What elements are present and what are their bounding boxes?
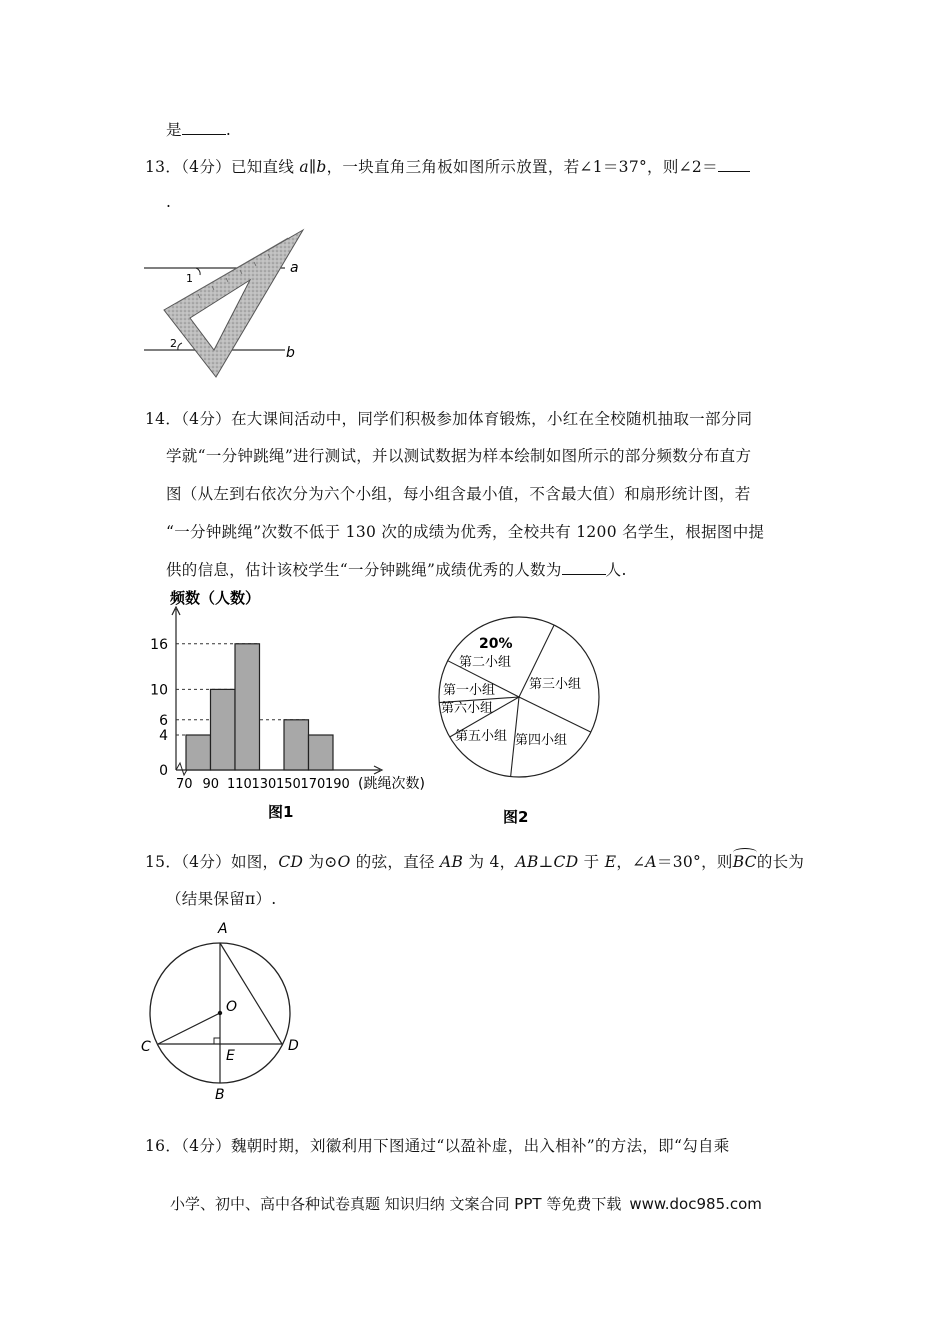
hist-x-tick: 110 (227, 777, 252, 792)
q14-line-2: 学就“一分钟跳绳”进行测试，并以测试数据为样本绘制如图所示的部分频数分布直方 (166, 447, 752, 465)
q14-line-5: 供的信息，估计该校学生“一分钟跳绳”成绩优秀的人数为 人. (166, 561, 627, 579)
pie-label-group5: 第五小组 (455, 729, 508, 744)
label-2: 2 (170, 337, 177, 350)
arc-bc: BC (732, 853, 757, 871)
segment-oc (158, 1013, 220, 1044)
histogram-figure-1 (140, 585, 440, 825)
hist-x-tick: 150 (276, 777, 301, 792)
answer-blank (182, 120, 226, 135)
hist-x-tick: 90 (202, 777, 220, 792)
hist-bar (186, 735, 211, 770)
label-b: b (286, 345, 295, 361)
label-C: C (141, 1039, 151, 1055)
pie-caption: 图2 (503, 808, 529, 826)
hist-y-tick: 6 (159, 712, 168, 729)
hist-x-tick: 190 (325, 777, 350, 792)
hist-x-tick: 130 (251, 777, 277, 792)
q15-stem: 15．（4分）如图，CD 为⊙O 的弦，直径 AB 为 4，AB⊥CD 于 E，∠A＝30°，则BC的长为 (145, 853, 805, 871)
hist-xlabel: (跳绳次数) (358, 776, 425, 792)
footer-text: 小学、初中、高中各种试卷真题 知识归纳 文案合同 PPT 等免费下载 (170, 1195, 622, 1213)
label-1: 1 (186, 272, 193, 285)
label-E: E (226, 1048, 235, 1064)
q13-stem: 13．（4分）已知直线 a∥b，一块直角三角板如图所示放置，若∠1＝37°，则∠2＝ (145, 157, 750, 177)
hist-y-tick: 4 (159, 728, 168, 744)
right-angle-mark (214, 1038, 220, 1044)
footer (170, 1193, 762, 1214)
label-A: A (218, 921, 228, 937)
answer-blank (718, 157, 750, 172)
triangle-ruler (164, 230, 303, 377)
hist-x-tick: 170 (300, 777, 326, 792)
pie-label-group6: 第六小组 (441, 701, 494, 716)
pie-figure-2 (435, 612, 605, 827)
q14-line-1: 14．（4分）在大课间活动中，同学们积极参加体育锻炼，小红在全校随机抽取一部分同 (145, 410, 753, 428)
q14-line-4: “一分钟跳绳”次数不低于 130 次的成绩为优秀，全校共有 1200 名学生，根据图中提 (166, 523, 765, 541)
segment-ad (220, 943, 282, 1044)
hist-y-tick: 10 (150, 682, 168, 699)
pie-percent-group2: 20% (479, 636, 513, 652)
pie-label-group3: 第三小组 (529, 677, 582, 692)
q13-end: . (166, 193, 172, 211)
label-a: a (290, 260, 299, 276)
hist-bar (211, 689, 236, 770)
hist-y-tick: 0 (159, 763, 168, 779)
angle-1-arc (196, 268, 200, 275)
center-dot (218, 1011, 222, 1015)
q13-figure (140, 222, 310, 382)
q15-line-2: （结果保留π）. (166, 890, 277, 908)
hist-bar (284, 720, 309, 770)
pie-label-group1: 第一小组 (443, 683, 496, 698)
hist-bar (309, 735, 334, 770)
pie-label-group2: 第二小组 (459, 655, 512, 670)
q15-circle-figure (138, 916, 318, 1106)
answer-blank (562, 560, 606, 575)
label-D: D (288, 1038, 299, 1054)
q12-tail: 是 . (166, 121, 232, 139)
q14-line-3: 图（从左到右依次分为六个小组，每小组含最小值，不含最大值）和扇形统计图，若 (166, 485, 751, 503)
label-O: O (226, 999, 238, 1015)
hist-ylabel: 频数（人数） (170, 589, 261, 607)
angle-2-arc (178, 343, 182, 350)
q16-stem: 16．（4分）魏朝时期，刘徽利用下图通过“以盈补虚，出入相补”的方法，即“勾自乘 (145, 1137, 730, 1155)
hist-bar (235, 644, 260, 770)
pie-label-group4: 第四小组 (515, 733, 568, 748)
label-B: B (215, 1087, 225, 1103)
footer-url[interactable]: www.doc985.com (629, 1195, 762, 1213)
hist-y-tick: 16 (150, 636, 168, 653)
hist-x-tick: 70 (176, 777, 193, 792)
hist-caption: 图1 (268, 803, 294, 821)
